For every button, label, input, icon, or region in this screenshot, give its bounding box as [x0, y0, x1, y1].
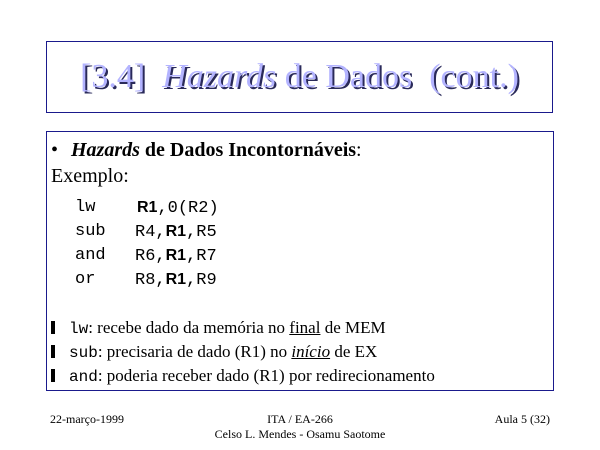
title-rest: de Dados	[284, 58, 413, 95]
footer-authors: Celso L. Mendes - Osamu Saotome	[214, 427, 386, 441]
heading-colon: :	[356, 139, 362, 161]
register-r1: R1	[137, 199, 158, 216]
register-r1: R1	[165, 223, 187, 240]
register-r1: R1	[165, 271, 187, 288]
code-args-3: R6,R1,R7	[135, 247, 217, 266]
code-op-2: sub	[75, 222, 106, 241]
title-italic: Hazards	[162, 58, 277, 95]
code-op-1: lw	[75, 198, 96, 217]
section-heading	[51, 138, 362, 162]
heading-bold: de Dados Incontornáveis	[144, 139, 357, 161]
code-args-4: R8,R1,R9	[135, 271, 217, 290]
content-box	[46, 131, 554, 391]
slide-title	[80, 58, 519, 96]
title-suffix: (cont.)	[429, 58, 519, 95]
title-prefix: [3.4]	[80, 58, 146, 95]
note-item: and: poderia receber dado (R1) por redirecionamento	[51, 365, 435, 388]
footer-course: ITA / EA-266	[267, 412, 333, 426]
heading-italic: Hazards	[71, 139, 140, 161]
example-label: Exemplo:	[51, 165, 129, 187]
footer-date: 22-março-1999	[50, 412, 124, 426]
footer-lecture: Aula 5 (32)	[494, 412, 550, 426]
code-args-2: R4,R1,R5	[135, 223, 217, 242]
bullet-bar-icon	[51, 321, 55, 334]
note-item: sub: precisaria de dado (R1) no início de EX	[51, 341, 377, 364]
bullet-icon: •	[51, 139, 59, 161]
bullet-bar-icon	[51, 369, 55, 382]
bullet-bar-icon	[51, 345, 55, 358]
note-item: lw: recebe dado da memória no final de MEM	[51, 317, 386, 340]
code-args-1: R1,0(R2)	[137, 199, 219, 218]
register-r1: R1	[165, 247, 187, 264]
code-op-3: and	[75, 246, 106, 265]
code-op-4: or	[75, 270, 96, 289]
title-box	[46, 41, 553, 113]
